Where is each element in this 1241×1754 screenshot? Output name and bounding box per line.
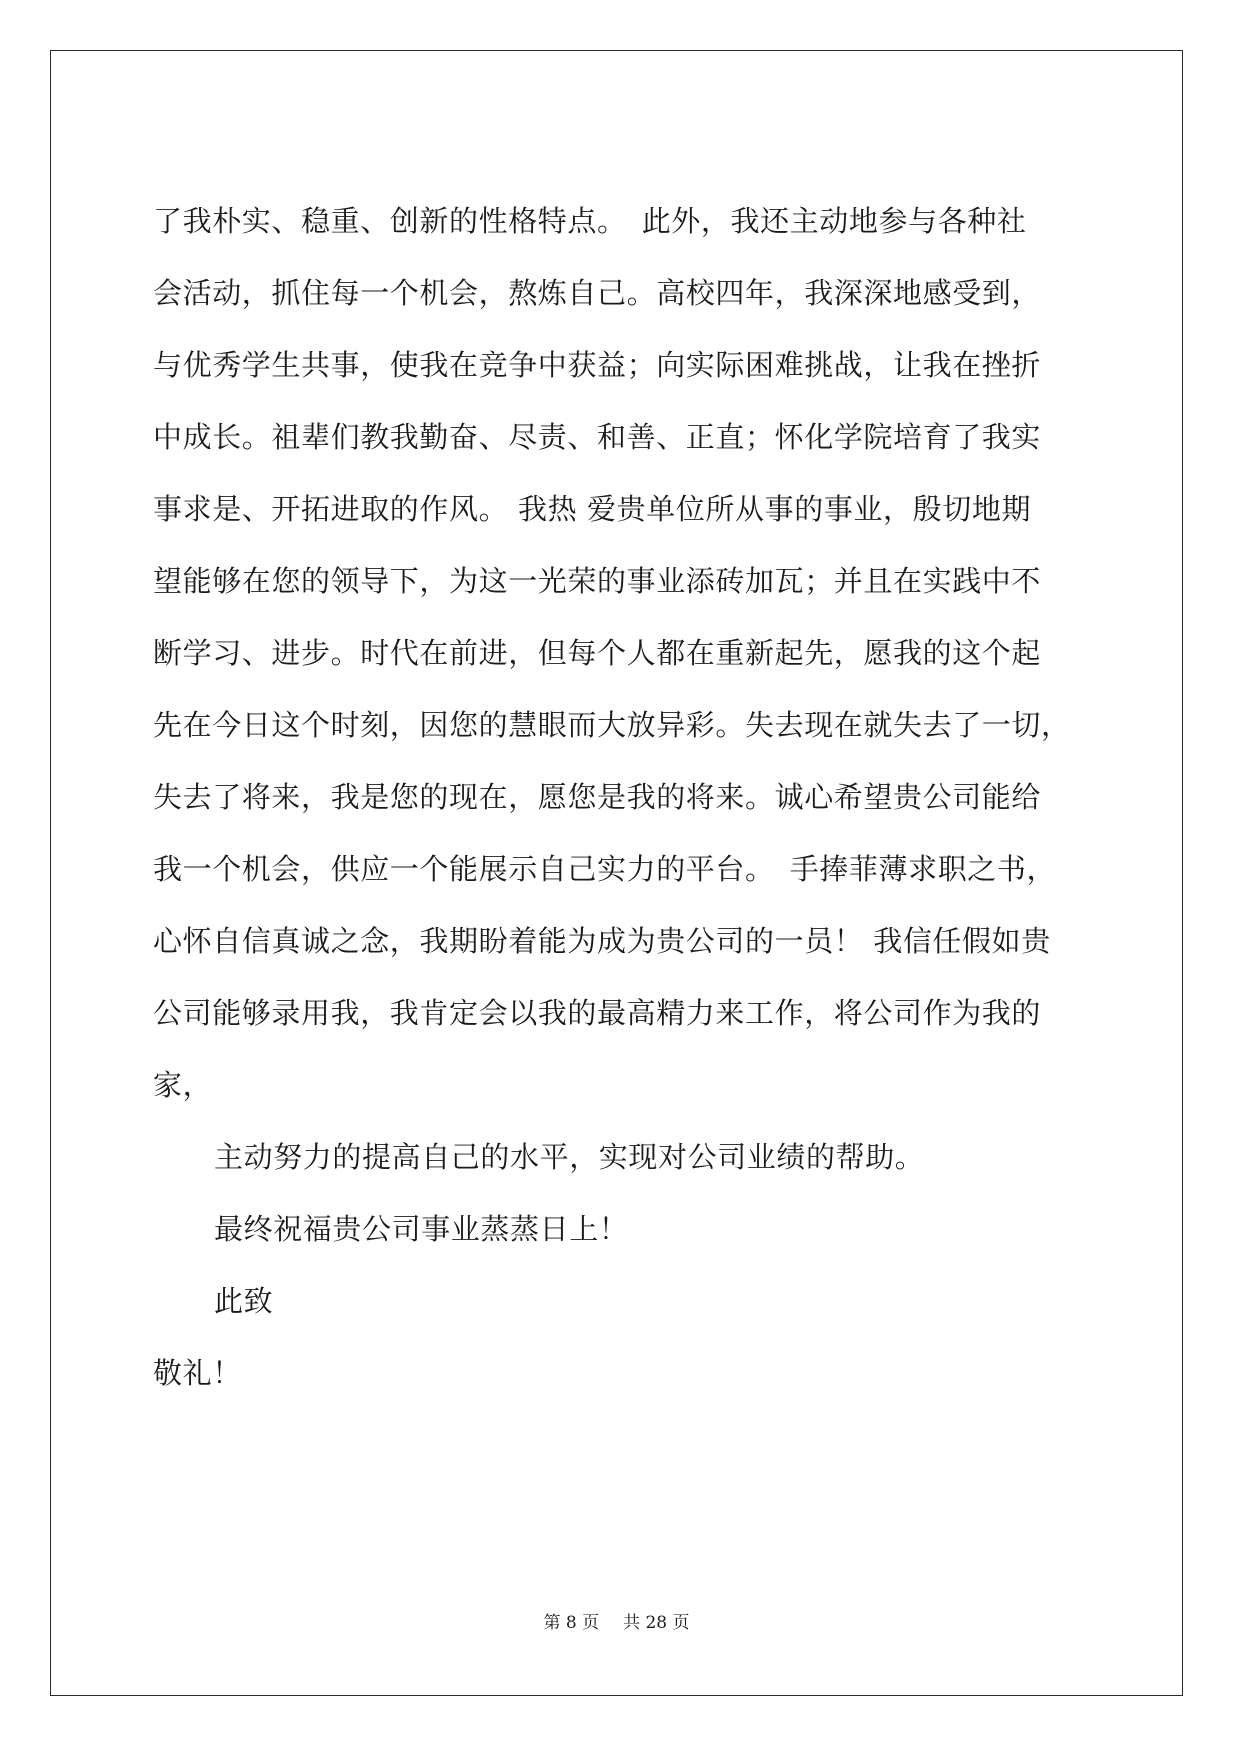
paragraph-line: 公司能够录用我，我肯定会以我的最高精力来工作，将公司作为我的 (153, 996, 1042, 1030)
paragraph-line: 心怀自信真诚之念，我期盼着能为成为贵公司的一员！ 我信任假如贵 (153, 924, 1051, 958)
indented-paragraph: 主动努力的提高自己的水平，实现对公司业绩的帮助。 (214, 1140, 925, 1174)
paragraph-line: 中成长。祖辈们教我勤奋、尽责、和善、正直；怀化学院培育了我实 (153, 420, 1042, 454)
paragraph-line: 断学习、进步。时代在前进，但每个人都在重新起先，愿我的这个起 (153, 636, 1042, 670)
paragraph-line: 失去了将来，我是您的现在，愿您是我的将来。诚心希望贵公司能给 (153, 780, 1042, 814)
page-footer (51, 1611, 1182, 1635)
salutation-line: 此致 (214, 1284, 274, 1318)
indented-paragraph: 最终祝福贵公司事业蒸蒸日上！ (214, 1212, 629, 1246)
page-total: 共 28 页 (623, 1613, 690, 1633)
paragraph-line: 会活动，抓住每一个机会，熬炼自己。高校四年，我深深地感受到， (153, 276, 1042, 310)
closing-line: 敬礼！ (153, 1356, 242, 1390)
paragraph-line: 家， (153, 1068, 213, 1102)
paragraph-line: 事求是、开拓进取的作风。 我热 爱贵单位所从事的事业，殷切地期 (153, 492, 1032, 526)
paragraph-line: 先在今日这个时刻，因您的慧眼而大放异彩。失去现在就失去了一切， (153, 708, 1071, 742)
paragraph-line: 了我朴实、稳重、创新的性格特点。 此外，我还主动地参与各种社 (153, 204, 1027, 238)
page-number: 第 8 页 (543, 1613, 600, 1633)
paragraph-line: 与优秀学生共事，使我在竞争中获益；向实际困难挑战，让我在挫折 (153, 348, 1042, 382)
page-frame (50, 50, 1183, 1696)
paragraph-line: 我一个机会，供应一个能展示自己实力的平台。 手捧菲薄求职之书， (153, 852, 1057, 886)
letter-body (51, 51, 1182, 1695)
paragraph-line: 望能够在您的领导下，为这一光荣的事业添砖加瓦；并且在实践中不 (153, 564, 1042, 598)
